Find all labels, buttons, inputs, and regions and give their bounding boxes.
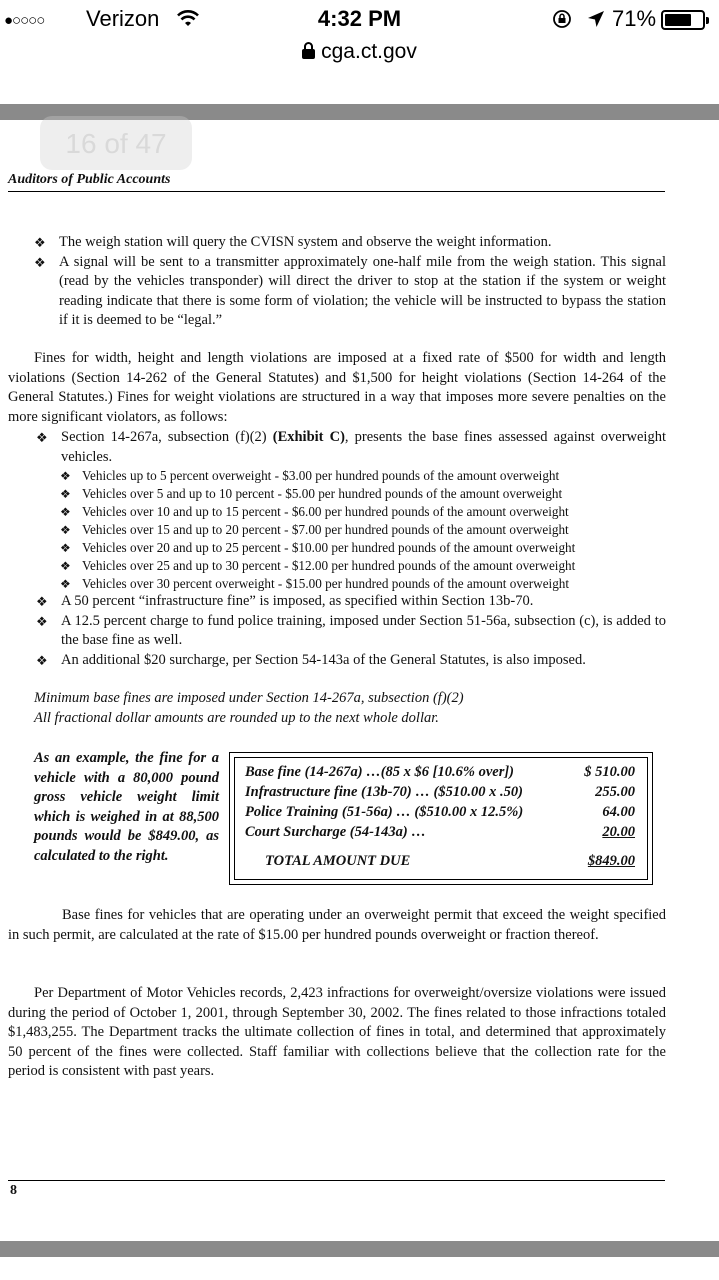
list-item: ❖ The weigh station will query the CVISN system and observe the weight information. bbox=[32, 233, 666, 253]
table-row-amount: 64.00 bbox=[602, 804, 635, 820]
diamond-bullet-icon: ❖ bbox=[60, 523, 71, 537]
battery-icon bbox=[661, 10, 705, 30]
status-bar bbox=[0, 0, 719, 40]
list-item: ❖ Vehicles over 15 and up to 20 percent - $7.00 per hundred pounds of the amount overweight bbox=[60, 522, 569, 537]
diamond-bullet-icon: ❖ bbox=[36, 430, 48, 445]
battery-percentage: 71% bbox=[612, 6, 657, 31]
fine-rate-list bbox=[58, 467, 668, 593]
diamond-bullet-icon: ❖ bbox=[60, 487, 71, 501]
diamond-bullet-icon: ❖ bbox=[34, 254, 46, 270]
permit-paragraph: Base fines for vehicles that are operating under an overweight permit that exceed the weight specified in such permit, are calculated at the rate of $15.00 per hundred pounds overweight or fraction thereof. bbox=[8, 907, 666, 943]
location-arrow-icon bbox=[586, 9, 606, 34]
fine-calculation-table bbox=[229, 752, 653, 885]
page-separator-bottom bbox=[0, 1241, 719, 1257]
section-bullet: ❖ Section 14-267a, subsection (f)(2) (Exhibit C), presents the base fines assessed against overweight vehicles. bbox=[36, 429, 666, 465]
table-row-amount: $ 510.00 bbox=[584, 764, 635, 780]
additional-fees-list bbox=[34, 592, 666, 670]
footer-rule bbox=[8, 1180, 665, 1181]
list-item: ❖ Vehicles over 25 and up to 30 percent - $12.00 per hundred pounds of the amount overweight bbox=[60, 558, 576, 573]
list-item: ❖ A 50 percent “infrastructure fine” is imposed, as specified within Section 13b-70. bbox=[34, 592, 666, 612]
table-row-label: Base fine (14-267a) …(85 x $6 [10.6% over]) bbox=[245, 764, 515, 780]
rounding-note: All fractional dollar amounts are rounded up to the next whole dollar. bbox=[34, 710, 439, 726]
list-item: ❖ Vehicles over 10 and up to 15 percent - $6.00 per hundred pounds of the amount overweight bbox=[60, 504, 569, 519]
table-row-label: Court Surcharge (54-143a) … bbox=[245, 824, 426, 840]
diamond-bullet-icon: ❖ bbox=[36, 652, 48, 668]
total-label: TOTAL AMOUNT DUE bbox=[265, 853, 411, 869]
page-indicator: 16 of 47 bbox=[40, 116, 192, 170]
list-item: ❖ Vehicles over 30 percent overweight - $15.00 per hundred pounds of the amount overweight bbox=[60, 576, 570, 591]
list-item: ❖ Vehicles up to 5 percent overweight - $3.00 per hundred pounds of the amount overweight bbox=[60, 468, 560, 483]
page-number: 8 bbox=[10, 1183, 17, 1198]
list-item: ❖ A signal will be sent to a transmitter approximately one-half mile from the weigh station. This signal (read by the vehicles transponder) will direct the driver to stop at the station if the system or weight reading indicate that there is some form of violation; the vehicle will be instructed to bypass the station if it is deemed to be “legal.” bbox=[34, 253, 666, 328]
diamond-bullet-icon: ❖ bbox=[36, 613, 48, 629]
signal-strength-icon: ●○○○○ bbox=[4, 12, 45, 29]
list-item: ❖ Vehicles over 5 and up to 10 percent - $5.00 per hundred pounds of the amount overweight bbox=[60, 486, 563, 501]
list-item: ❖ A 12.5 percent charge to fund police training, imposed under Section 51-56a, subsection (c), is added to the base fine as well. bbox=[36, 612, 666, 648]
diamond-bullet-icon: ❖ bbox=[36, 594, 48, 609]
dmv-paragraph: Per Department of Motor Vehicles records, 2,423 infractions for overweight/oversize violations were issued during the period of October 1, 2001, through September 30, 2002. The fines related to those infractions totaled $1,483,255. The Department tracks the ultimate collection of fines in total, and determined that approximately 50 percent of the fines were collected. Staff familiar with collections believe that the collection rate for the period is consistent with past years. bbox=[8, 985, 666, 1079]
table-row-amount: 255.00 bbox=[595, 784, 635, 800]
diamond-bullet-icon: ❖ bbox=[60, 541, 71, 555]
table-row-amount: 20.00 bbox=[602, 824, 635, 840]
total-amount: $849.00 bbox=[587, 853, 635, 869]
diamond-bullet-icon: ❖ bbox=[34, 235, 46, 250]
address-bar[interactable] bbox=[0, 40, 719, 70]
lock-icon bbox=[302, 42, 315, 59]
diamond-bullet-icon: ❖ bbox=[60, 505, 71, 519]
minimum-fines-note: Minimum base fines are imposed under Section 14-267a, subsection (f)(2) bbox=[34, 690, 464, 706]
header-rule bbox=[8, 191, 665, 192]
diamond-bullet-icon: ❖ bbox=[60, 577, 71, 591]
example-text: As an example, the fine for a vehicle with a 80,000 pound gross vehicle weight limit which is weighed in at 88,500 pounds would be $849.00, as calculated to the right. bbox=[34, 750, 219, 864]
fines-paragraph: Fines for width, height and length violations are imposed at a fixed rate of $500 for width and length violations (Section 14-262 of the General Statutes) and $1,500 for height violations (Section 14-264 of the General Statutes.) Fines for weight violations are structured in a way that imposes more severe penalties on the more significant violators, as follows: bbox=[8, 350, 666, 425]
table-row-label: Police Training (51-56a) … ($510.00 x 12.5%) bbox=[245, 804, 524, 820]
diamond-bullet-icon: ❖ bbox=[60, 559, 71, 573]
carrier-name: Verizon bbox=[86, 6, 160, 31]
list-item: ❖ Vehicles over 20 and up to 25 percent - $10.00 per hundred pounds of the amount overweight bbox=[60, 540, 576, 555]
document-header: Auditors of Public Accounts bbox=[8, 172, 171, 187]
rotation-lock-icon bbox=[552, 9, 572, 34]
url-text: cga.ct.gov bbox=[321, 40, 417, 63]
list-item: ❖ An additional $20 surcharge, per Section 54-143a of the General Statutes, is also imposed. bbox=[34, 651, 666, 671]
diamond-bullet-icon: ❖ bbox=[60, 469, 71, 483]
table-row-label: Infrastructure fine (13b-70) … ($510.00 x .50) bbox=[245, 784, 523, 800]
clock: 4:32 PM bbox=[317, 6, 402, 31]
top-bullet-list bbox=[32, 233, 666, 331]
